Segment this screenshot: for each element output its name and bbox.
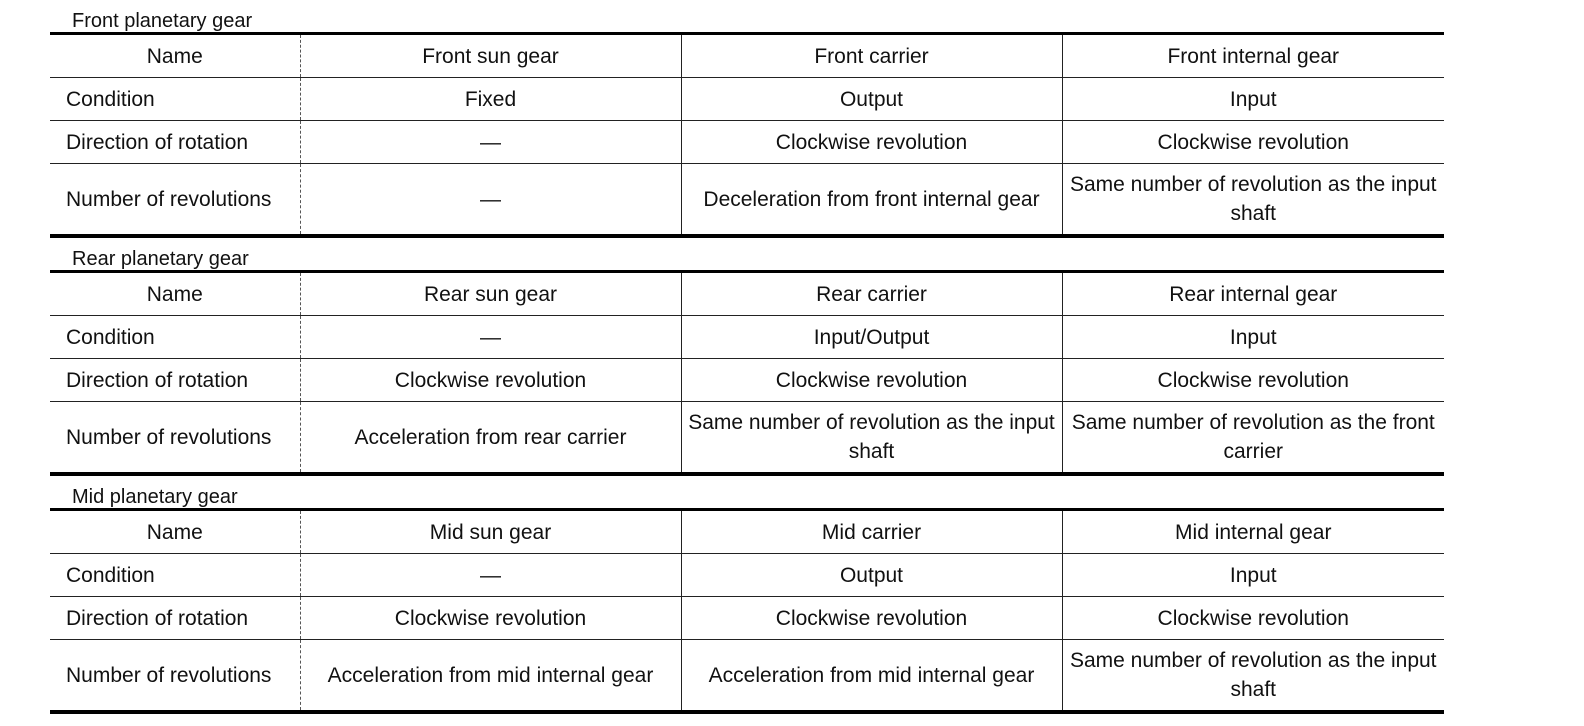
table-cell: Front internal gear: [1062, 34, 1444, 78]
table-cell: Condition: [50, 316, 300, 359]
table-row-condition: [50, 316, 1444, 359]
table-cell: —: [300, 554, 681, 597]
table-cell: Input/Output: [681, 316, 1062, 359]
table-cell: Mid carrier: [681, 510, 1062, 554]
gear-table: [50, 508, 1444, 714]
table-row-revolutions: [50, 402, 1444, 475]
table-cell: Mid sun gear: [300, 510, 681, 554]
table-row-direction: [50, 597, 1444, 640]
table-row-direction: [50, 121, 1444, 164]
table-row-revolutions: [50, 164, 1444, 237]
table-cell: Deceleration from front internal gear: [681, 164, 1062, 237]
table-cell: Number of revolutions: [50, 640, 300, 713]
table-cell: Direction of rotation: [50, 597, 300, 640]
table-cell: Number of revolutions: [50, 402, 300, 475]
table-cell: Clockwise revolution: [300, 597, 681, 640]
table-cell: Condition: [50, 78, 300, 121]
table-cell: Input: [1062, 78, 1444, 121]
table-cell: Number of revolutions: [50, 164, 300, 237]
table-cell: Direction of rotation: [50, 121, 300, 164]
table-row-condition: [50, 554, 1444, 597]
gear-table: [50, 32, 1444, 238]
table-cell: Clockwise revolution: [1062, 121, 1444, 164]
table-cell: Rear sun gear: [300, 272, 681, 316]
table-cell: Rear carrier: [681, 272, 1062, 316]
table-cell: Acceleration from mid internal gear: [681, 640, 1062, 713]
table-cell: Clockwise revolution: [681, 359, 1062, 402]
table-cell: Name: [50, 272, 300, 316]
table-cell: Front sun gear: [300, 34, 681, 78]
table-row-name: [50, 34, 1444, 78]
table-cell: Acceleration from rear carrier: [300, 402, 681, 475]
table-cell: Condition: [50, 554, 300, 597]
table-cell: Acceleration from mid internal gear: [300, 640, 681, 713]
table-row-name: [50, 272, 1444, 316]
table-cell: Clockwise revolution: [681, 121, 1062, 164]
table-cell: —: [300, 164, 681, 237]
table-cell: Clockwise revolution: [300, 359, 681, 402]
table-cell: Same number of revolution as the input shaft: [1062, 164, 1444, 237]
table-row-condition: [50, 78, 1444, 121]
table-row-revolutions: [50, 640, 1444, 713]
table-row-direction: [50, 359, 1444, 402]
table-cell: Direction of rotation: [50, 359, 300, 402]
table-cell: Fixed: [300, 78, 681, 121]
table-cell: Same number of revolution as the input shaft: [681, 402, 1062, 475]
gear-table: [50, 270, 1444, 476]
table-cell: Front carrier: [681, 34, 1062, 78]
table-row-name: [50, 510, 1444, 554]
section-title: Front planetary gear: [72, 10, 253, 32]
table-cell: Clockwise revolution: [1062, 597, 1444, 640]
table-cell: Clockwise revolution: [681, 597, 1062, 640]
table-cell: Name: [50, 34, 300, 78]
table-cell: Input: [1062, 554, 1444, 597]
table-cell: Clockwise revolution: [1062, 359, 1444, 402]
table-cell: Output: [681, 554, 1062, 597]
table-cell: Same number of revolution as the input shaft: [1062, 640, 1444, 713]
table-cell: Rear internal gear: [1062, 272, 1444, 316]
table-cell: —: [300, 316, 681, 359]
section-title: Mid planetary gear: [72, 486, 238, 508]
table-cell: —: [300, 121, 681, 164]
table-cell: Mid internal gear: [1062, 510, 1444, 554]
table-cell: Output: [681, 78, 1062, 121]
table-cell: Input: [1062, 316, 1444, 359]
table-cell: Name: [50, 510, 300, 554]
section-title: Rear planetary gear: [72, 248, 249, 270]
table-cell: Same number of revolution as the front carrier: [1062, 402, 1444, 475]
